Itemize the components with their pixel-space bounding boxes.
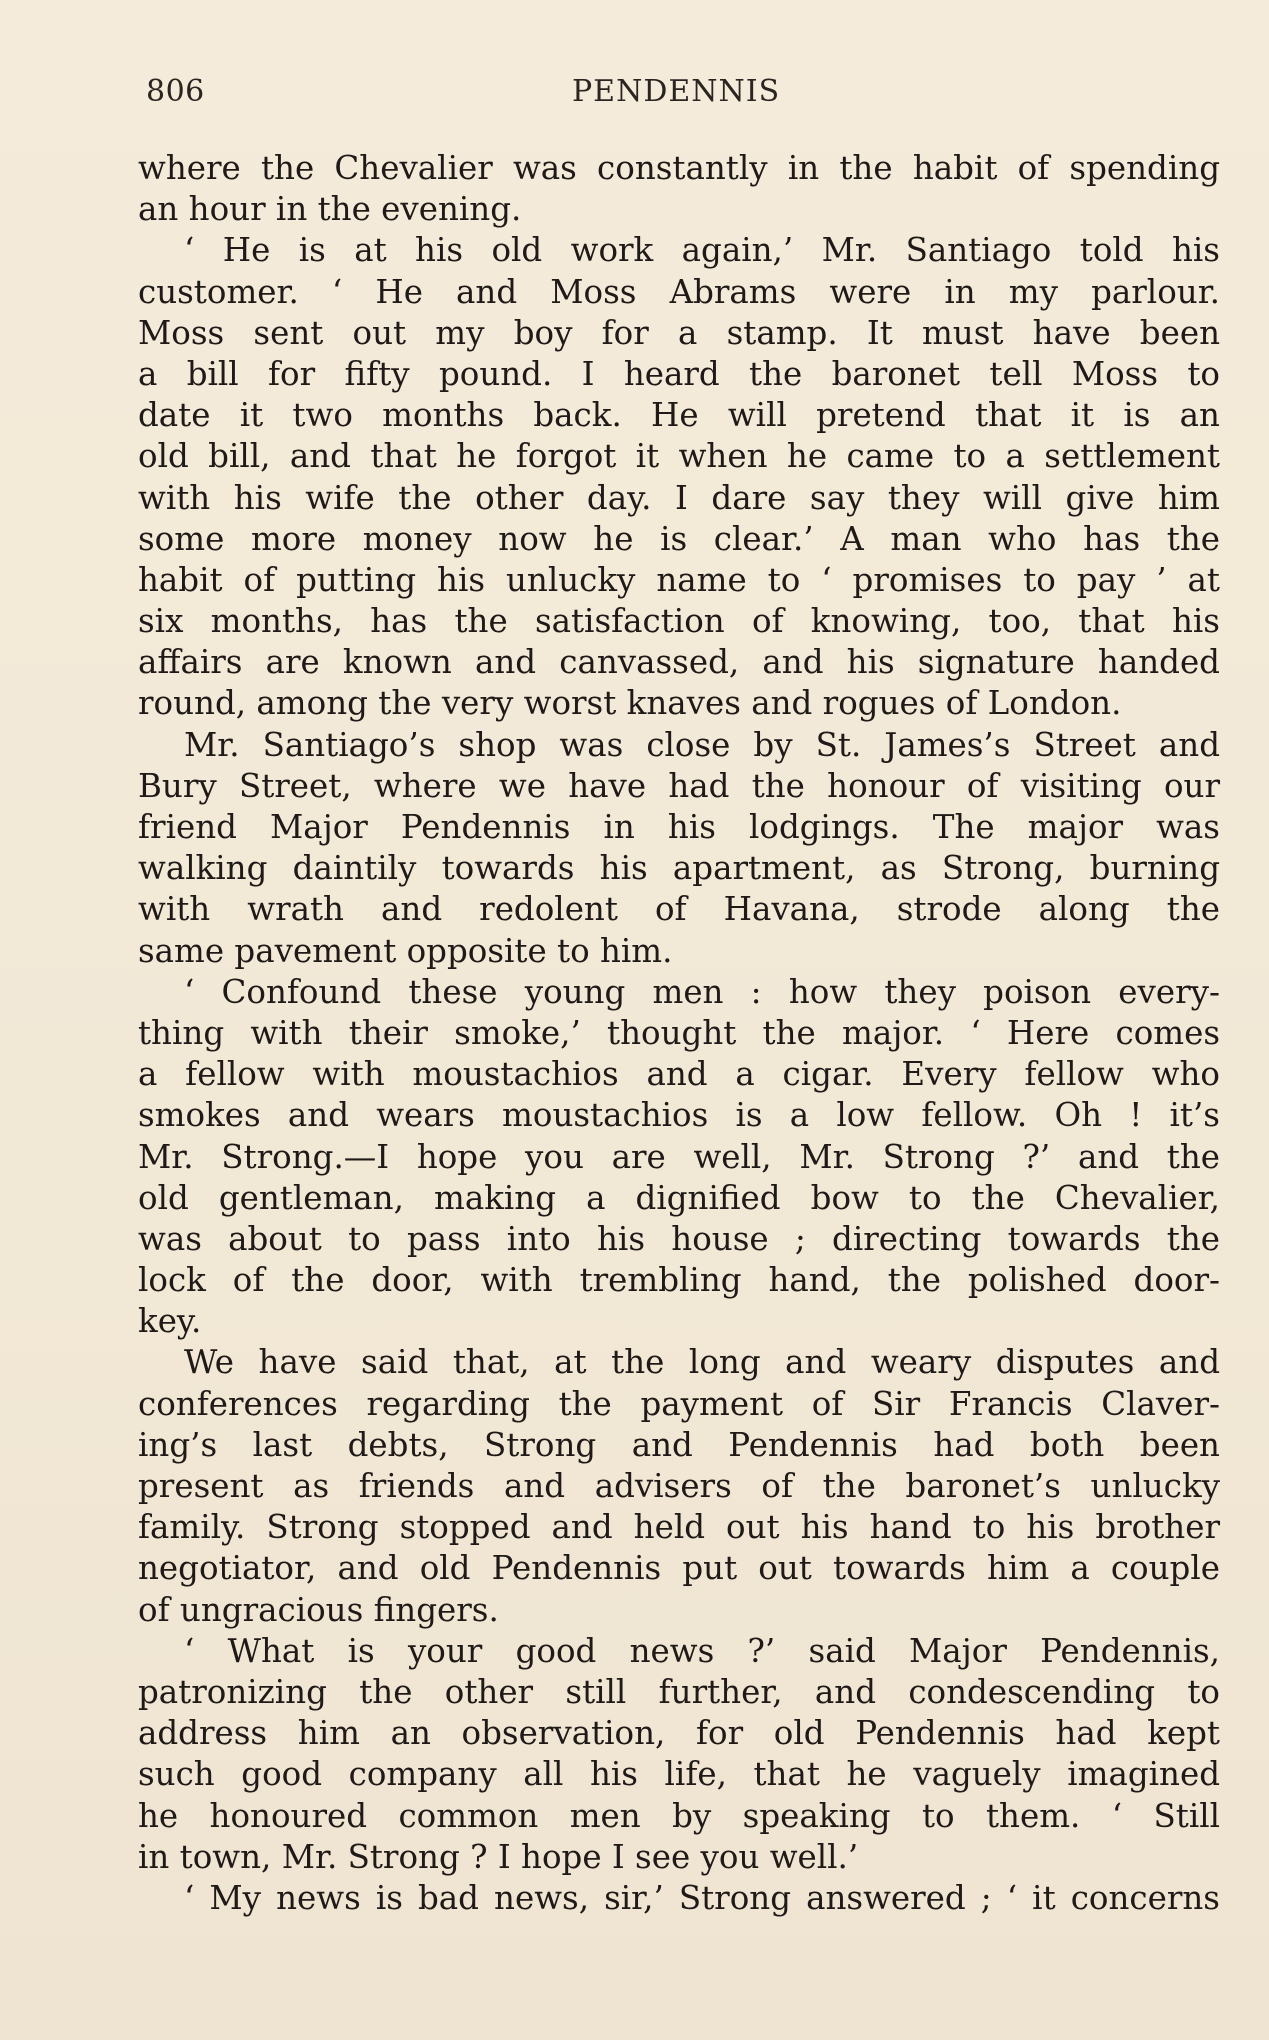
page-number: 806	[146, 74, 205, 109]
text-line: ‘ What is your good news ?’ said Major Pendennis,	[184, 1631, 1220, 1670]
text-line: patronizing the other still further, and condescending to	[138, 1672, 1220, 1711]
text-line: customer. ‘ He and Moss Abrams were in my parlour.	[138, 272, 1220, 311]
text-line: affairs are known and canvassed, and his signature handed	[138, 643, 1220, 682]
text-line: some more money now he is clear.’ A man who has the	[138, 519, 1220, 558]
text-line: of ungracious fingers.	[138, 1590, 499, 1629]
text-line: ‘ Confound these young men : how they poison every-	[184, 972, 1220, 1011]
text-line: present as friends and advisers of the baronet’s unlucky	[138, 1467, 1220, 1505]
text-line: old bill, and that he forgot it when he came to a settlement	[138, 437, 1220, 476]
text-line: Bury Street, where we have had the honour of visiting our	[138, 766, 1220, 805]
text-line: ‘ My news is bad news, sir,’ Strong answered ; ‘ it concerns	[184, 1878, 1220, 1917]
text-line: such good company all his life, that he vaguely imagined	[138, 1755, 1220, 1794]
text-line: six months, has the satisfaction of knowing, too, that his	[138, 602, 1220, 641]
text-line: ‘ He is at his old work again,’ Mr. Santiago told his	[184, 231, 1220, 270]
text-line: same pavement opposite to him.	[138, 931, 673, 970]
text-line: round, among the very worst knaves and rogues of London.	[138, 684, 1122, 723]
text-line: address him an observation, for old Pendennis had kept	[138, 1714, 1220, 1753]
page-header	[146, 74, 1220, 118]
text-line: was about to pass into his house ; directing towards the	[138, 1219, 1220, 1258]
running-title: PENDENNIS	[572, 74, 781, 109]
text-line: lock of the door, with trembling hand, the polished door-	[138, 1261, 1220, 1300]
text-line: conferences regarding the payment of Sir Francis Claver-	[138, 1384, 1220, 1423]
text-line: friend Major Pendennis in his lodgings. The major was	[138, 808, 1220, 846]
text-line: ing’s last debts, Strong and Pendennis had both been	[138, 1425, 1220, 1464]
text-line: walking daintily towards his apartment, as Strong, burning	[138, 849, 1220, 888]
text-line: an hour in the evening.	[138, 190, 522, 229]
text-line: a fellow with moustachios and a cigar. Every fellow who	[138, 1055, 1220, 1094]
text-line: key.	[138, 1302, 202, 1341]
body-text	[138, 148, 1220, 1919]
text-line: a bill for fifty pound. I heard the baronet tell Moss to	[138, 354, 1220, 393]
text-line: where the Chevalier was constantly in the habit of spending	[138, 149, 1220, 187]
text-line: thing with their smoke,’ thought the major. ‘ Here comes	[138, 1013, 1220, 1052]
text-line: he honoured common men by speaking to them. ‘ Still	[138, 1796, 1220, 1835]
text-line: in town, Mr. Strong ? I hope I see you well.’	[138, 1837, 859, 1876]
text-line: date it two months back. He will pretend that it is an	[138, 396, 1220, 435]
text-line: Moss sent out my boy for a stamp. It must have been	[138, 313, 1220, 352]
text-line: We have said that, at the long and weary disputes and	[184, 1343, 1220, 1382]
text-line: with his wife the other day. I dare say they will give him	[138, 478, 1220, 517]
text-line: Mr. Strong.—I hope you are well, Mr. Strong ?’ and the	[138, 1137, 1220, 1176]
text-line: negotiator, and old Pendennis put out towards him a couple	[138, 1549, 1220, 1588]
text-line: Mr. Santiago’s shop was close by St. James’s Street and	[184, 725, 1220, 764]
text-line: smokes and wears moustachios is a low fellow. Oh ! it’s	[138, 1096, 1220, 1135]
text-line: with wrath and redolent of Havana, strode along the	[138, 890, 1220, 929]
text-line: habit of putting his unlucky name to ‘ promises to pay ’ at	[138, 560, 1220, 599]
text-line: old gentleman, making a dignified bow to the Chevalier,	[138, 1178, 1220, 1217]
text-line: family. Strong stopped and held out his hand to his brother	[138, 1508, 1220, 1547]
